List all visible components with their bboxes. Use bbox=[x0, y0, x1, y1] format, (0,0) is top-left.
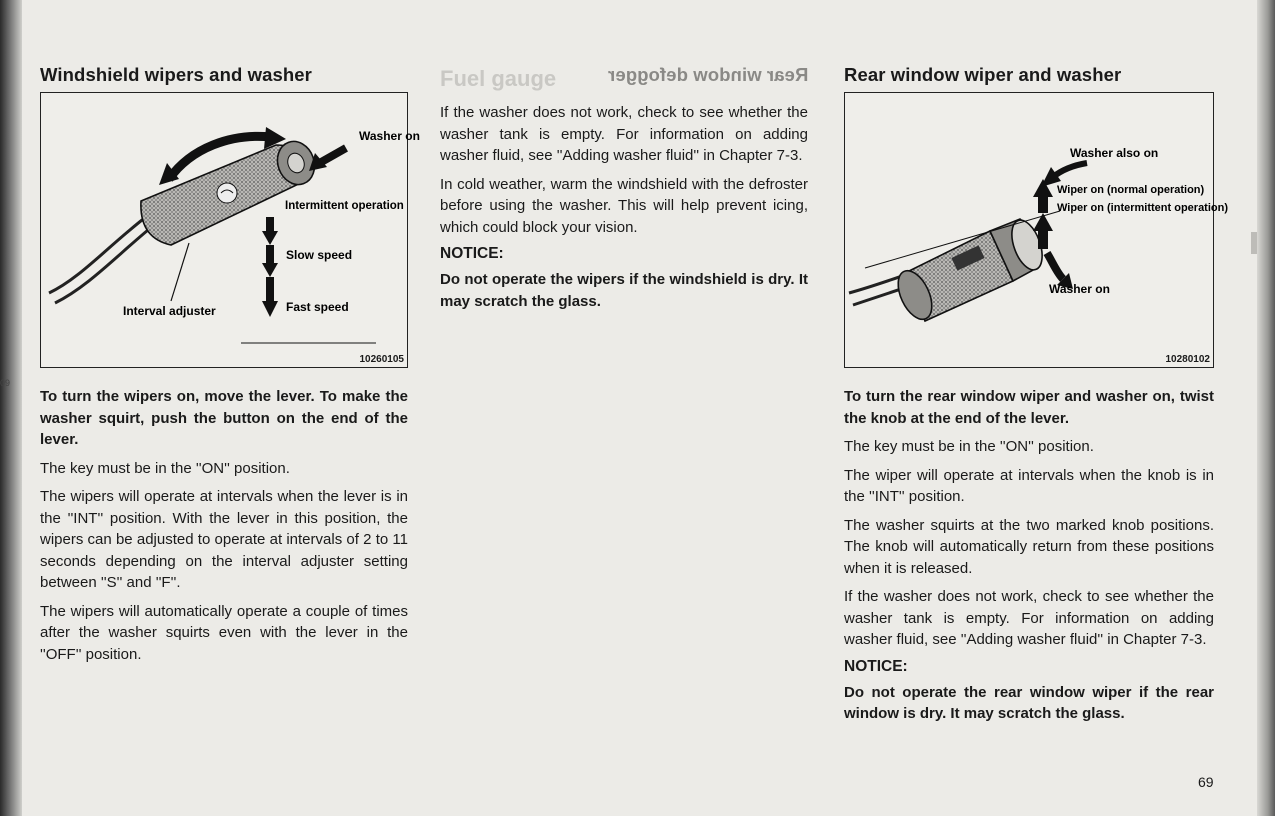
label-wiper-on-intermittent: Wiper on (intermittent operation) bbox=[1057, 202, 1229, 214]
figure-windshield-wiper-lever bbox=[40, 92, 420, 368]
right-body bbox=[844, 386, 1214, 725]
paragraph: To turn the wipers on, move the lever. To make the washer squirt, push the button on the end of the lever. bbox=[40, 388, 408, 448]
middle-body bbox=[440, 102, 808, 312]
paragraph: The washer squirts at the two marked knob positions. The knob will automatically return from these positions when it is released. bbox=[844, 516, 1214, 577]
paragraph: The key must be in the ''ON'' position. bbox=[40, 459, 290, 477]
figure-rear-wiper-knob bbox=[844, 92, 1229, 368]
rear-wiper-knob-illustration bbox=[845, 93, 1229, 367]
paragraph: The key must be in the ''ON'' position. bbox=[844, 438, 1094, 455]
paragraph: If the washer does not work, check to see whether the washer tank is empty. For information on adding washer fluid, see ''Adding washer fluid'' in Chapter 7-3. bbox=[844, 588, 1214, 648]
wiper-lever-illustration bbox=[41, 93, 420, 367]
notice-text: Do not operate the wipers if the windshield is dry. It may scratch the glass. bbox=[440, 271, 808, 310]
lever-body bbox=[141, 136, 321, 245]
label-washer-on: Washer on bbox=[1049, 282, 1110, 296]
paragraph: The wipers will automatically operate a couple of times after the washer squirts even with the lever in the ''OFF'' position. bbox=[40, 602, 408, 663]
middle-column bbox=[440, 64, 808, 319]
bleed-through-heading-2: Fuel gauge bbox=[440, 66, 557, 91]
paragraph: The wiper will operate at intervals when the knob is in the ''INT'' position. bbox=[844, 466, 1214, 505]
page-edge bbox=[1257, 0, 1275, 816]
page-number: 69 bbox=[1198, 774, 1214, 790]
label-washer-on: Washer on bbox=[359, 129, 420, 143]
paragraph: In cold weather, warm the windshield with the defroster before using the washer. This will help prevent icing, which could block your vision. bbox=[440, 175, 808, 236]
figure-code: 10260105 bbox=[359, 354, 404, 365]
section-title-windshield: Windshield wipers and washer bbox=[40, 64, 312, 85]
label-wiper-on-normal: Wiper on (normal operation) bbox=[1057, 184, 1205, 196]
paragraph: The wipers will operate at intervals when the lever is in the ''INT'' position. With the lever in this position, the wipers can be adjusted to operate at intervals of 2 to 11 seconds depending on the interval adjuster setting between ''S'' and ''F''. bbox=[40, 488, 408, 591]
section-title-rear-defogger: Rear window defogger bbox=[607, 64, 808, 85]
notice-label: NOTICE: bbox=[440, 245, 504, 262]
label-intermittent: Intermittent operation bbox=[285, 200, 404, 212]
paragraph: If the washer does not work, check to see whether the washer tank is empty. For information on adding washer fluid, see ''Adding washer fluid'' in Chapter 7-3. bbox=[440, 104, 808, 164]
section-title-rear-wiper: Rear window wiper and washer bbox=[844, 64, 1122, 85]
notice-text: Do not operate the rear window wiper if the rear window is dry. It may scratch the glass. bbox=[844, 683, 1214, 722]
thumb-tab bbox=[1251, 232, 1257, 254]
book-spine bbox=[0, 0, 22, 816]
left-body bbox=[40, 386, 408, 665]
spine-mark: 09 bbox=[0, 378, 11, 388]
right-column bbox=[844, 64, 1229, 732]
label-washer-also-on: Washer also on bbox=[1070, 146, 1159, 160]
label-fast-speed: Fast speed bbox=[286, 300, 349, 314]
left-column bbox=[40, 64, 420, 672]
knob-body bbox=[891, 216, 1048, 324]
label-slow-speed: Slow speed bbox=[286, 248, 353, 262]
notice-label: NOTICE: bbox=[844, 657, 908, 675]
figure-code: 10280102 bbox=[1165, 354, 1210, 365]
label-interval-adjuster: Interval adjuster bbox=[123, 304, 216, 318]
paragraph: To turn the rear window wiper and washer on, twist the knob at the end of the lever. bbox=[844, 388, 1214, 427]
